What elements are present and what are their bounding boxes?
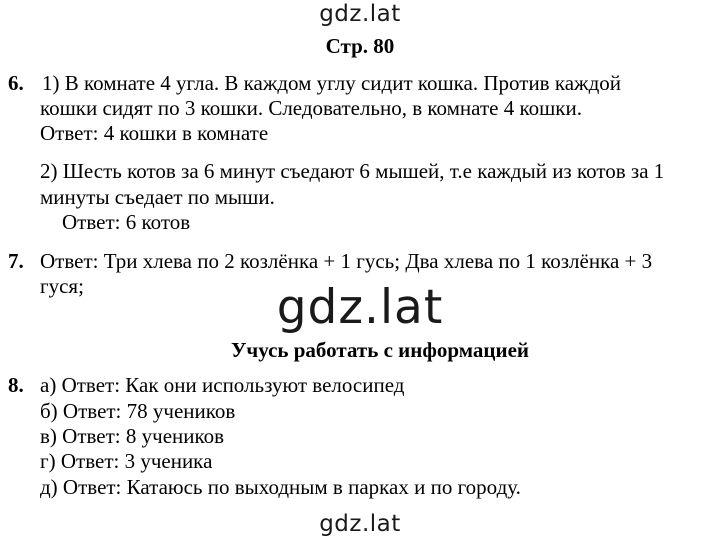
task-8-number: 8. [8, 373, 24, 397]
task-6-number: 6. [8, 71, 24, 95]
task-6-part2-line-2: минуты съедает по мыши. [40, 185, 275, 209]
task-8-line-e: д) Ответ: Катаюсь по выходным в парках и по городу. [40, 475, 521, 499]
watermark-bottom: gdz.lat [319, 511, 401, 537]
page-title: Стр. 80 [325, 34, 395, 58]
watermark-top: gdz.lat [319, 1, 401, 27]
task-8-line-c: в) Ответ: 8 учеников [40, 424, 225, 448]
task-6-part2-line-1: 2) Шесть котов за 6 минут съедают 6 мышей, т.е каждый из котов за 1 [40, 159, 665, 183]
task-6-part2-answer: Ответ: 6 котов [62, 210, 191, 234]
task-8-line-d: г) Ответ: 3 ученика [40, 449, 213, 473]
task-6-part1-line-2: кошки сидят по 3 кошки. Следовательно, в комнате 4 кошки. [40, 96, 582, 120]
task-7-line-2: гуся; [40, 274, 84, 298]
task-6-part1-answer: Ответ: 4 кошки в комнате [40, 121, 269, 145]
task-7-line-1: Ответ: Три хлева по 2 козлёнка + 1 гусь; Два хлева по 1 козлёнка + 3 [40, 249, 653, 273]
task-7-number: 7. [8, 249, 24, 273]
watermark-center: gdz.lat [276, 280, 444, 335]
task-8-line-b: б) Ответ: 78 учеников [40, 399, 236, 423]
task-6-part1-line-1: 1) В комнате 4 угла. В каждом углу сидит кошка. Против каждой [42, 71, 621, 95]
task-8-line-a: а) Ответ: Как они используют велосипед [40, 373, 405, 397]
section-heading: Учусь работать с информацией [230, 338, 530, 362]
